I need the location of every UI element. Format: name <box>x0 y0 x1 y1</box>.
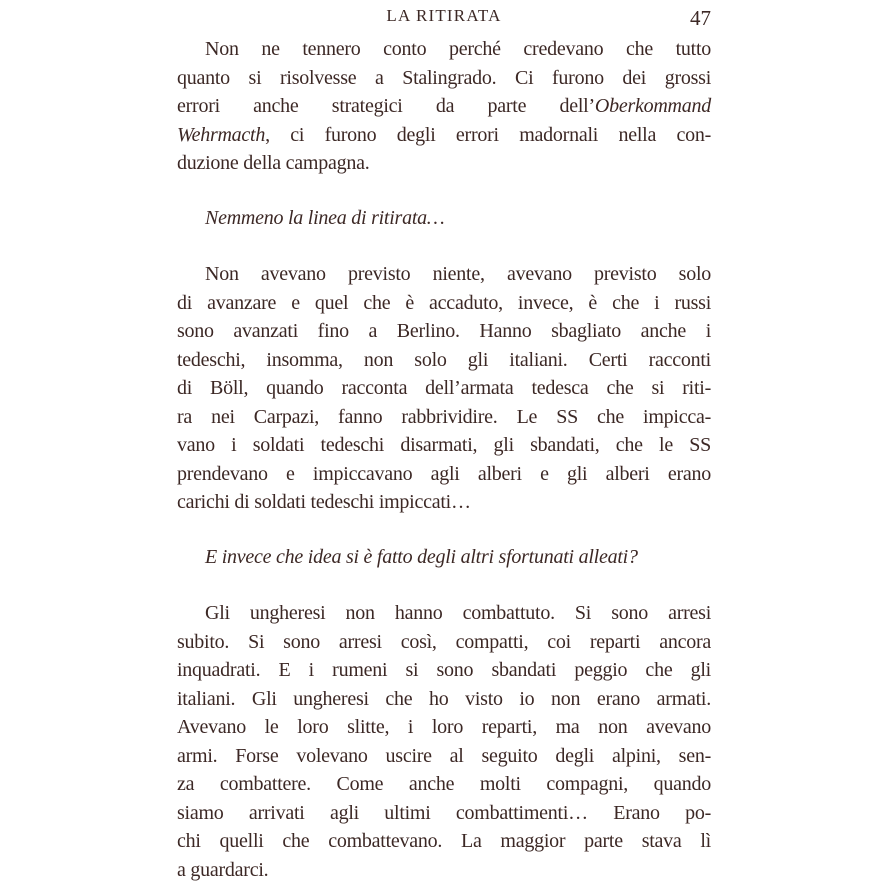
interviewer-question: E invece che idea si è fatto degli altri sfortunati alleati? <box>205 545 638 568</box>
text-line <box>177 64 711 93</box>
text-segment: Non ne tennero conto perché credevano che tutto <box>205 38 711 60</box>
text-segment: carichi di soldati tedeschi impiccati… <box>177 491 471 513</box>
text-segment: a guardarci. <box>177 858 269 881</box>
page-number: 47 <box>690 6 711 30</box>
text-line <box>177 92 711 121</box>
running-header: LA RITIRATA <box>386 6 502 25</box>
page-header <box>177 6 711 28</box>
text-line <box>177 346 711 375</box>
text-line <box>177 685 711 714</box>
paragraph <box>177 35 711 178</box>
text-line <box>177 488 711 517</box>
text-segment: chi quelli che combattevano. La maggior parte stava lì <box>177 830 711 852</box>
text-segment: Non avevano previsto niente, avevano previsto solo <box>205 263 711 285</box>
text-segment: inquadrati. E i rumeni si sono sbandati peggio che gli <box>177 659 711 681</box>
text-line <box>177 856 711 883</box>
text-segment: sono avanzati fino a Berlino. Hanno sbagliato anche i <box>177 320 711 342</box>
text-segment: italiani. Gli ungheresi che ho visto io non erano armati. <box>177 687 711 710</box>
page-text <box>177 35 711 883</box>
italic-text: Wehrmacth <box>177 123 266 146</box>
text-line <box>177 628 711 657</box>
text-line <box>177 599 711 628</box>
text-line <box>177 713 711 742</box>
text-segment: duzione della campagna. <box>177 152 370 174</box>
text-segment: , ci furono degli errori madornali nella con- <box>265 123 711 146</box>
text-line <box>177 770 711 799</box>
text-line <box>177 121 711 150</box>
text-segment: quanto si risolvesse a Stalingrado. Ci furono dei grossi <box>177 66 711 89</box>
text-segment: Gli ungheresi non hanno combattuto. Si sono arresi <box>205 602 711 624</box>
text-segment: subito. Si sono arresi così, compatti, coi reparti ancora <box>177 630 711 653</box>
text-line <box>177 317 711 346</box>
text-line <box>177 742 711 771</box>
text-segment: tedeschi, insomma, non solo gli italiani. Certi racconti <box>177 348 711 371</box>
italic-text: Oberkommand <box>594 95 711 117</box>
text-line <box>177 403 711 432</box>
text-segment: errori anche strategici da parte dell’ <box>177 95 595 117</box>
text-line <box>177 827 711 856</box>
text-segment: za combattere. Come anche molti compagni, quando <box>177 773 711 795</box>
text-segment: armi. Forse volevano uscire al seguito degli alpini, sen- <box>177 744 711 767</box>
text-line <box>177 149 711 178</box>
text-line <box>177 260 711 289</box>
text-segment: siamo arrivati agli ultimi combattimenti… Erano po- <box>177 801 711 824</box>
text-line <box>177 460 711 489</box>
text-line <box>177 799 711 828</box>
text-line <box>177 431 711 460</box>
text-segment: vano i soldati tedeschi disarmati, gli sbandati, che le SS <box>177 434 711 456</box>
text-segment: prendevano e impiccavano agli alberi e gli alberi erano <box>177 462 711 485</box>
text-line <box>177 374 711 403</box>
paragraph <box>177 599 711 883</box>
text-line <box>177 656 711 685</box>
text-segment: di avanzare e quel che è accaduto, invece, è che i russi <box>177 291 711 314</box>
text-segment: Avevano le loro slitte, i loro reparti, ma non avevano <box>177 716 711 738</box>
paragraph <box>177 260 711 517</box>
text-line <box>177 289 711 318</box>
text-segment: ra nei Carpazi, fanno rabbrividire. Le SS che impicca- <box>177 405 711 428</box>
text-segment: di Böll, quando racconta dell’armata tedesca che si riti- <box>177 377 711 399</box>
interviewer-question: Nemmeno la linea di ritirata… <box>205 206 445 229</box>
text-line <box>177 35 711 64</box>
